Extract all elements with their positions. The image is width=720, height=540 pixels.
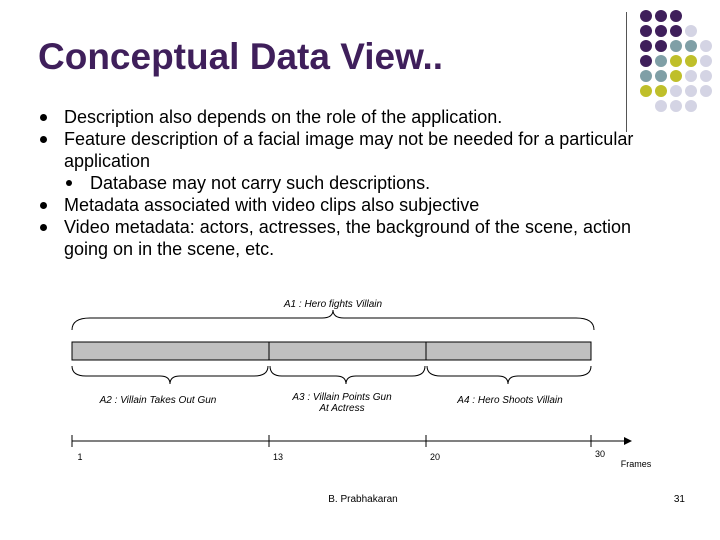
a4-brace	[427, 366, 591, 384]
a4-label: A4 : Hero Shoots Villain	[457, 395, 563, 406]
bullet-text: Description also depends on the role of the application.	[64, 107, 503, 127]
sub-bullet-text: Database may not carry such descriptions.	[90, 173, 431, 193]
a3-label-line2: At Actress	[319, 403, 365, 414]
bullet-text: Feature description of a facial image may not be needed for a particular application	[64, 129, 634, 171]
tick-label: 20	[429, 452, 441, 462]
bullet-text: Metadata associated with video clips also subjective	[64, 195, 480, 215]
a3-brace	[270, 366, 425, 384]
a3-label-line1: A3 : Villain Points Gun	[292, 392, 392, 403]
tick-label: 30	[594, 449, 606, 459]
footer-author: B. Prabhakaran	[328, 494, 398, 505]
a2-brace	[72, 366, 268, 384]
page-number: 31	[673, 494, 685, 505]
a2-label: A2 : Villain Takes Out Gun	[99, 395, 217, 406]
tick-label: 1	[77, 452, 83, 462]
a1-label: A1 : Hero fights Villain	[283, 299, 383, 310]
a1-brace	[72, 310, 594, 330]
axis-arrow-icon	[624, 437, 632, 445]
tick-label: 13	[272, 452, 284, 462]
axis-label: Frames	[620, 459, 652, 469]
slide-title: Conceptual Data View..	[38, 36, 444, 77]
bullet-text: Video metadata: actors, actresses, the background of the scene, action going on in the scene, etc.	[64, 217, 632, 259]
segment-bar	[72, 342, 591, 360]
